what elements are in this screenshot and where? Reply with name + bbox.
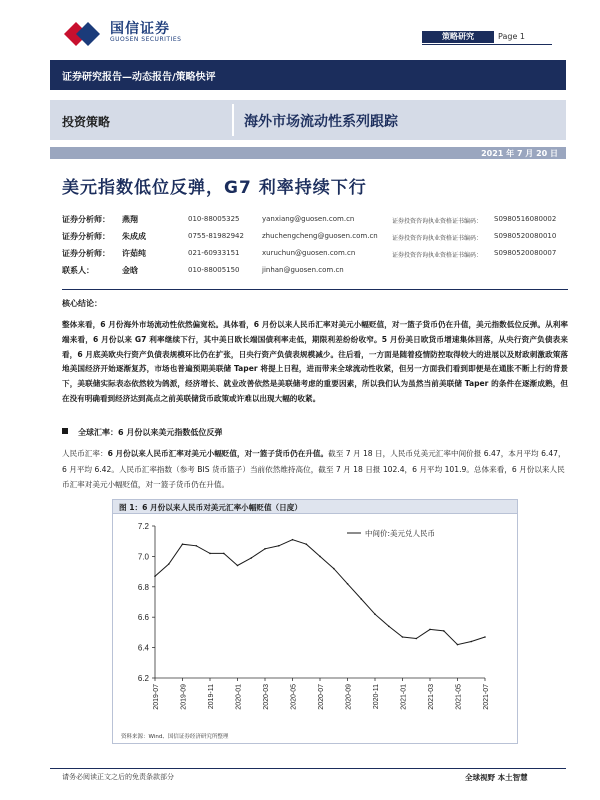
figure-header [113, 500, 517, 514]
x-tick-label: 2020-09 [345, 684, 353, 710]
contact-row [62, 264, 568, 281]
y-tick-label: 6.4 [137, 643, 149, 653]
analyst-phone: 010-88005325 [188, 215, 240, 223]
contact-phone: 010-88005150 [188, 266, 240, 274]
analyst-role: 证券分析师： [62, 232, 110, 241]
x-tick-label: 2019-07 [153, 684, 160, 710]
analyst-email[interactable]: xuruchun@guosen.com.cn [262, 249, 356, 257]
report-type-text: 证券研究报告—动态报告/策略快评 [62, 72, 216, 83]
header-rule [422, 44, 552, 45]
series-title: 海外市场流动性系列跟踪 [244, 114, 398, 130]
x-tick-label: 2021-03 [428, 684, 435, 710]
y-tick-label: 6.6 [137, 613, 149, 623]
data-point [278, 545, 280, 547]
data-point [457, 644, 459, 646]
x-tick-label: 2021-01 [400, 684, 408, 710]
analyst-role: 证券分析师： [62, 215, 110, 224]
data-point [361, 598, 363, 600]
y-tick-label: 7.2 [137, 522, 149, 531]
report-title: 美元指数低位反弹，G7 利率持续下行 [62, 178, 367, 198]
date-bar [50, 147, 566, 159]
x-tick-label: 2020-11 [373, 684, 380, 710]
analyst-cert-number: S0980520080007 [494, 249, 557, 257]
contact-role: 联系人： [62, 266, 94, 275]
analyst-phone: 021-60933151 [188, 249, 240, 257]
data-point [347, 583, 349, 585]
x-tick-label: 2021-07 [483, 684, 490, 710]
x-tick-label: 2019-11 [208, 684, 215, 710]
data-point [168, 563, 170, 565]
contact-name: 金晗 [122, 266, 138, 275]
data-point [154, 575, 156, 577]
analyst-name: 朱成成 [122, 232, 146, 241]
y-tick-label: 6.2 [137, 674, 149, 683]
line-chart [113, 516, 517, 730]
figure-container [112, 499, 518, 744]
analyst-row [62, 213, 568, 230]
analyst-cert-number: S0980520080010 [494, 232, 557, 240]
analyst-cert-number: S0980516080002 [494, 215, 557, 223]
legend-label: 中间价:美元兑人民币 [365, 529, 436, 538]
section-divider [232, 104, 234, 136]
analyst-email[interactable]: yanxiang@guosen.com.cn [262, 215, 355, 223]
data-point [402, 636, 404, 638]
x-tick-label: 2021-05 [455, 684, 463, 710]
report-category-tag: 策略研究 [422, 31, 494, 43]
analyst-cert-label: 证券投资咨询执业资格证书编码： [392, 218, 483, 225]
data-point [388, 626, 390, 628]
divider-rule [62, 289, 568, 290]
section-heading-text: 全球汇率：6 月份以来美元指数低位反弹 [78, 428, 223, 437]
summary-heading: 核心结论： [62, 299, 102, 308]
data-point [251, 557, 253, 559]
body-paragraph [62, 446, 568, 493]
report-date: 2021 年 7 月 20 日 [481, 149, 558, 158]
body-lead-bold: 6 月份以来人民币汇率对美元小幅贬值，对一篮子货币仍在升值。 [107, 449, 329, 458]
x-tick-label: 2020-05 [290, 684, 298, 710]
logo-mark-icon [62, 18, 104, 46]
analyst-list [62, 213, 568, 281]
logo-text-cn: 国信证券 [110, 21, 170, 37]
x-tick-label: 2020-07 [318, 684, 325, 710]
analyst-role: 证券分析师： [62, 249, 110, 258]
data-point [306, 543, 308, 545]
data-point [209, 553, 211, 555]
data-point [319, 556, 321, 558]
x-tick-label: 2020-03 [263, 684, 270, 710]
y-tick-label: 6.8 [137, 582, 149, 592]
x-tick-label: 2019-09 [180, 684, 188, 710]
analyst-row [62, 247, 568, 264]
figure-source: 资料来源：Wind、国信证券经济研究所整理 [121, 734, 229, 740]
data-point [237, 565, 239, 567]
series-line-usd-cny [155, 540, 485, 645]
data-point [292, 539, 294, 541]
analyst-cert-label: 证券投资咨询执业资格证书编码： [392, 252, 483, 259]
body-rest: 截至 7 月 18 日，人民币兑美元汇率中间价报 6.47，本月平均 6.47，6 月平均 6.42。人民币汇率指数（参考 BIS 货币篮子）当前依然维持高位，截至 7 月 18 日报 102.4，6 月平均 101.9。总体来看，6 月份以来人民币汇率对美元小幅贬值，对一篮子货币仍在升值。 [62, 449, 566, 489]
analyst-name: 燕翔 [122, 215, 138, 224]
data-point [416, 638, 418, 640]
analyst-email[interactable]: zhuchengcheng@guosen.com.cn [262, 232, 378, 240]
data-point [443, 630, 445, 632]
company-logo [62, 18, 242, 48]
report-type-band [50, 60, 566, 90]
logo-text-en: GUOSEN SECURITIES [110, 36, 182, 43]
contact-email[interactable]: jinhan@guosen.com.cn [262, 266, 344, 274]
x-tick-label: 2020-01 [235, 684, 243, 710]
data-point [471, 641, 473, 643]
page-number: Page 1 [498, 32, 525, 41]
analyst-name: 许茹纯 [122, 249, 146, 258]
analyst-row [62, 230, 568, 247]
data-point [429, 629, 431, 631]
data-point [264, 548, 266, 550]
analyst-cert-label: 证券投资咨询执业资格证书编码： [392, 235, 483, 242]
footer-disclaimer: 请务必阅读正文之后的免责条款部分 [62, 773, 174, 781]
body-lead: 人民币汇率： [62, 449, 108, 458]
section-bar [50, 100, 566, 140]
data-point [182, 543, 184, 545]
data-point [196, 545, 198, 547]
analyst-phone: 0755-81982942 [188, 232, 244, 240]
data-point [333, 568, 335, 570]
bullet-square-icon [62, 428, 68, 434]
footer-rule [50, 768, 566, 769]
footer-slogan: 全球视野 本土智慧 [465, 773, 528, 782]
data-point [374, 613, 376, 615]
data-point [223, 553, 225, 555]
data-point [484, 636, 486, 638]
figure-title: 图 1：6 月份以来人民币对美元汇率小幅贬值（日度） [119, 503, 302, 512]
summary-paragraph: 整体来看，6 月份海外市场流动性依然偏宽松。具体看，6 月份以来人民币汇率对美元小幅贬值，对一篮子货币仍在升值，美元指数低位反弹。从利率端来看，6 月份以来 G7 利率继续下行，其中美日欧长端国债利率走低，期限利差纷纷收窄。5 月份美日欧货币增速集体回落，从央行资产负债表来看，6 月底美欧央行资产负债表规模环比仍在扩张，日央行资产负债表规模减少。往后看，一方面是随着疫情防控取得较大的进展以及财政刺激政策落地美国经济开始逐渐复苏，市场也普遍预期美联储 Taper 将提上日程，进而带来全球流动性收紧，但另一方面我们看到即便是在通胀不断上行的背景下，美联储实际表态依然较为鸽派，经济增长、就业改善依然是美联储考虑的重要因素，所以我们认为虽然当前美联储 Taper 的条件在逐渐成熟，但在没有明确看到经济达到高点之前美联储货币政策或许难以出现大幅的收紧。 [62, 320, 568, 403]
section-heading [62, 427, 222, 438]
section-category: 投资策略 [62, 115, 111, 129]
y-tick-label: 7.0 [137, 552, 149, 562]
